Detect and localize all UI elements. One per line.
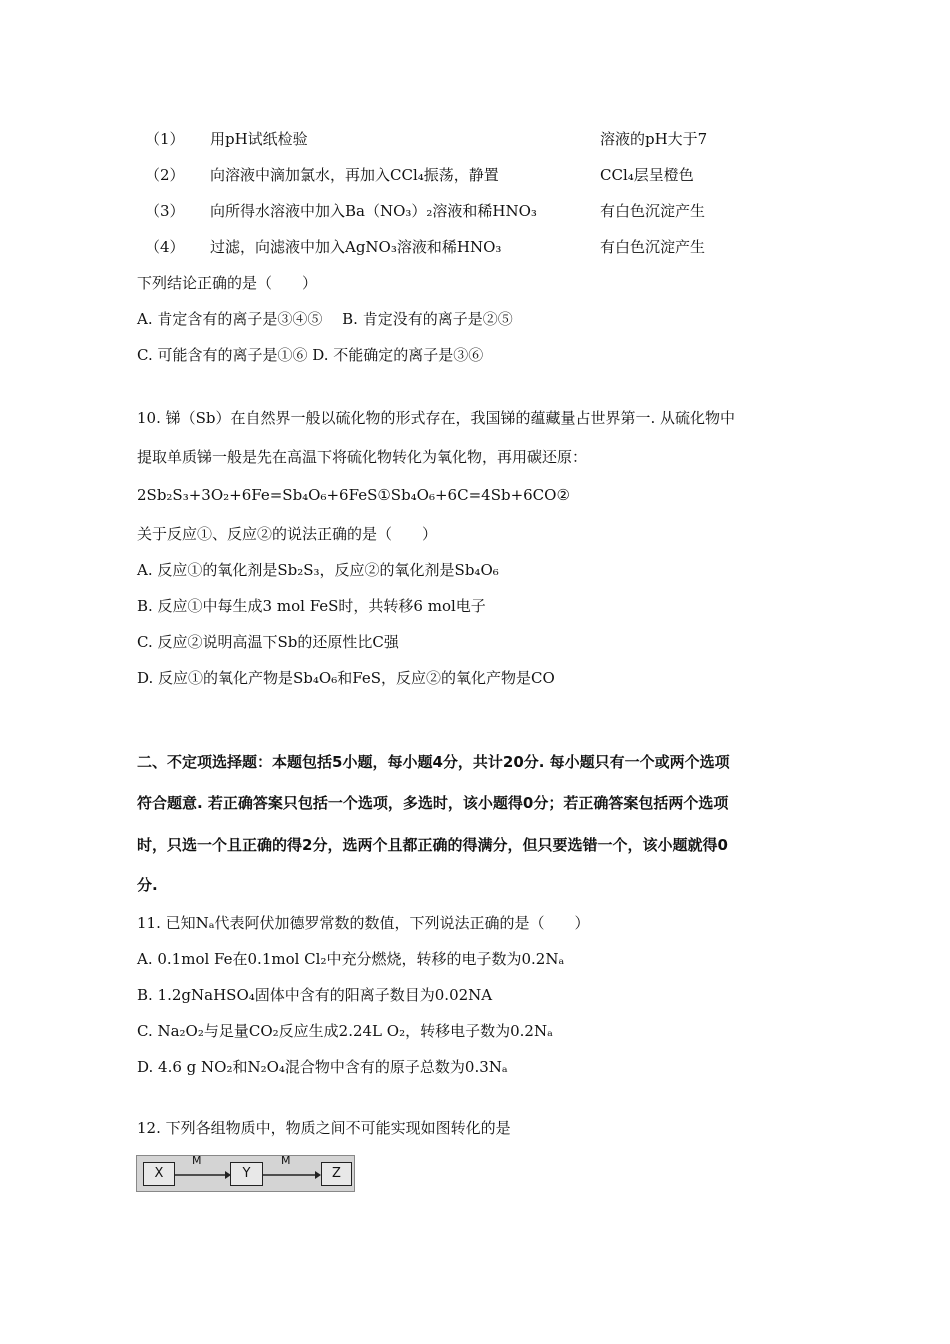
conversion-diagram (136, 1155, 355, 1192)
q11-option-d: D. 4.6 g NO₂和N₂O₄混合物中含有的原子总数为0.3Nₐ (137, 1058, 508, 1076)
arrow-label-m1: M (192, 1154, 202, 1167)
q10-question: 关于反应①、反应②的说法正确的是（ ） (137, 525, 438, 543)
section2-instructions-line3: 时，只选一个且正确的得2分，选两个且都正确的得满分，但只要选错一个，该小题就得0 (137, 836, 728, 854)
q9-options-a-b: A. 肯定含有的离子是③④⑤ B. 肯定没有的离子是②⑤ (137, 310, 513, 328)
row-4-operation: 过滤，向滤液中加入AgNO₃溶液和稀HNO₃ (210, 238, 502, 256)
arrow-label-m2: M (281, 1154, 291, 1167)
arrow-y-to-z (263, 1166, 321, 1182)
q10-option-b: B. 反应①中每生成3 mol FeS时，共转移6 mol电子 (137, 597, 486, 615)
row-3-operation: 向所得水溶液中加入Ba（NO₃）₂溶液和稀HNO₃ (210, 202, 537, 220)
row-2-result: CCl₄层呈橙色 (600, 166, 694, 184)
q9-options-c-d: C. 可能含有的离子是①⑥ D. 不能确定的离子是③⑥ (137, 346, 484, 364)
row-3-number: （3） (145, 202, 185, 220)
node-x: X (143, 1162, 175, 1186)
q12-stem: 12. 下列各组物质中，物质之间不可能实现如图转化的是 (137, 1119, 511, 1137)
q10-equation: 2Sb₂S₃+3O₂+6Fe=Sb₄O₆+6FeS①Sb₄O₆+6C=4Sb+6CO② (137, 486, 570, 504)
row-4-number: （4） (145, 238, 185, 256)
row-2-operation: 向溶液中滴加氯水，再加入CCl₄振荡，静置 (210, 166, 499, 184)
node-z: Z (321, 1162, 352, 1186)
q11-stem: 11. 已知Nₐ代表阿伏加德罗常数的数值，下列说法正确的是（ ） (137, 914, 590, 932)
q10-stem-line1: 10. 锑（Sb）在自然界一般以硫化物的形式存在，我国锑的蕴藏量占世界第一. 从硫化物中 (137, 409, 736, 427)
arrow-x-to-y (175, 1166, 231, 1182)
row-4-result: 有白色沉淀产生 (600, 238, 706, 256)
row-1-number: （1） (145, 130, 185, 148)
node-y: Y (230, 1162, 263, 1186)
row-1-operation: 用pH试纸检验 (210, 130, 308, 148)
row-3-result: 有白色沉淀产生 (600, 202, 706, 220)
row-1-result: 溶液的pH大于7 (600, 130, 708, 148)
q9-stem: 下列结论正确的是（ ） (137, 274, 318, 292)
section2-instructions-line2: 符合题意. 若正确答案只包括一个选项，多选时，该小题得0分；若正确答案包括两个选项 (137, 794, 729, 812)
q10-stem-line2: 提取单质锑一般是先在高温下将硫化物转化为氧化物，再用碳还原： (137, 448, 588, 466)
q11-option-a: A. 0.1mol Fe在0.1mol Cl₂中充分燃烧，转移的电子数为0.2Nₐ (137, 950, 565, 968)
q11-option-c: C. Na₂O₂与足量CO₂反应生成2.24L O₂，转移电子数为0.2Nₐ (137, 1022, 553, 1040)
q10-option-c: C. 反应②说明高温下Sb的还原性比C强 (137, 633, 399, 651)
q10-option-d: D. 反应①的氧化产物是Sb₄O₆和FeS，反应②的氧化产物是CO (137, 669, 555, 687)
section2-instructions-line1: 二、不定项选择题：本题包括5小题，每小题4分，共计20分. 每小题只有一个或两个选项 (137, 753, 730, 771)
q10-option-a: A. 反应①的氧化剂是Sb₂S₃，反应②的氧化剂是Sb₄O₆ (137, 561, 499, 579)
row-2-number: （2） (145, 166, 185, 184)
section2-instructions-line4: 分. (137, 876, 158, 894)
q11-option-b: B. 1.2gNaHSO₄固体中含有的阳离子数目为0.02NA (137, 986, 493, 1004)
